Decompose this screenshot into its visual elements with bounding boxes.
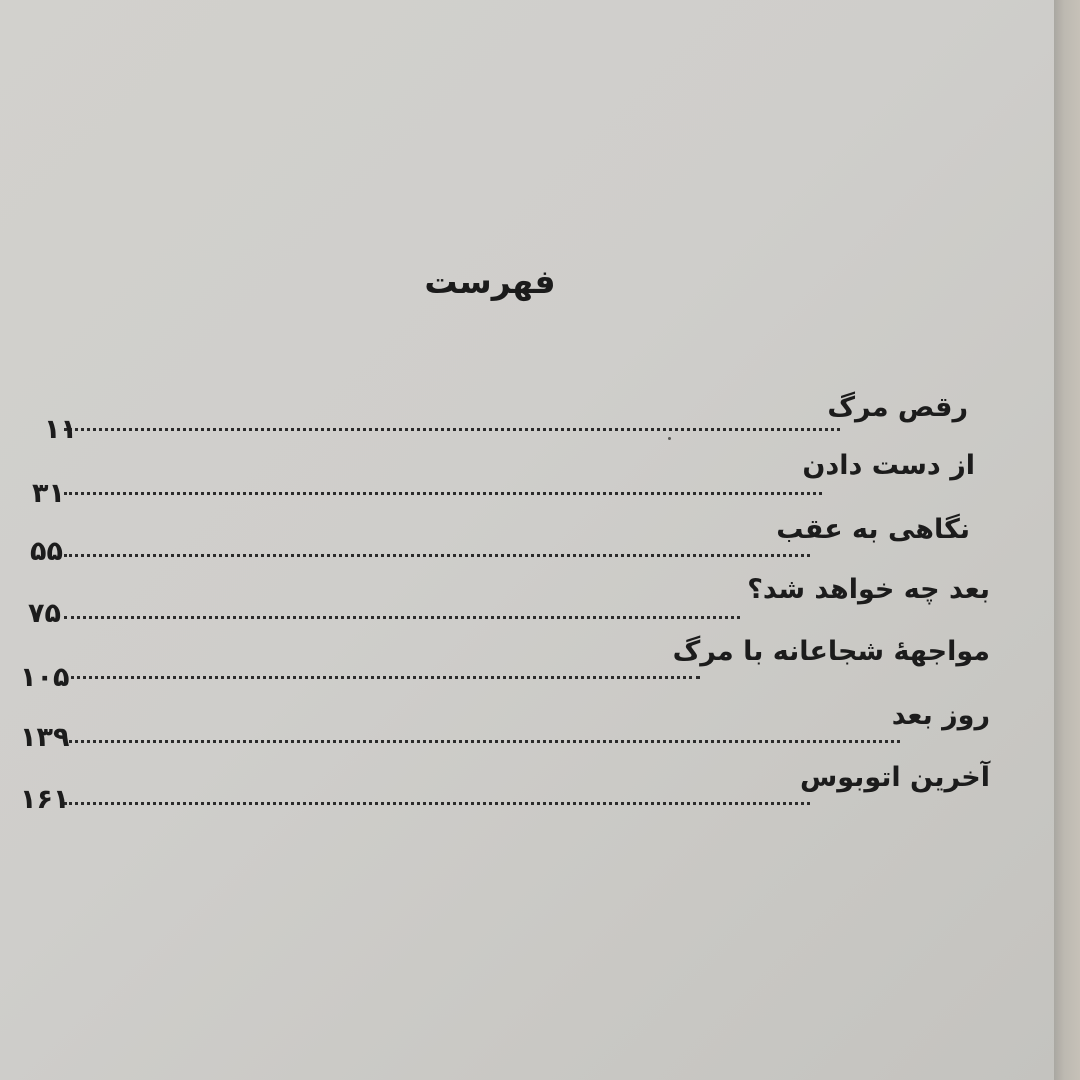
toc-entry-leader — [64, 740, 900, 743]
toc-entry-title: رقص مرگ — [827, 392, 968, 423]
toc-entry — [20, 574, 990, 634]
toc-entry-title: بعد چه خواهد شد؟ — [747, 574, 990, 605]
toc-entry-page: ۱۶۱ — [20, 784, 70, 815]
toc-title: فهرست — [424, 262, 556, 301]
toc-entry-page: ۱۱ — [44, 414, 77, 445]
toc-entry-page: ۱۳۹ — [20, 722, 70, 753]
toc-entry-title: نگاهی به عقب — [776, 514, 970, 545]
toc-entry — [20, 762, 990, 822]
toc-entry — [20, 700, 990, 760]
toc-entry-leader — [64, 554, 810, 557]
toc-entry-page: ۷۵ — [28, 598, 61, 629]
toc-entry-page: ۵۵ — [30, 536, 63, 567]
toc-entry-leader — [64, 802, 810, 805]
toc-entry-page: ۳۱ — [32, 478, 65, 509]
toc-entry-page: ۱۰۵ — [20, 662, 70, 693]
toc-entry — [20, 450, 990, 510]
toc-entry — [20, 392, 990, 452]
toc-entry-leader — [64, 428, 840, 431]
toc-entry-title: روز بعد — [891, 700, 990, 731]
toc-entry-title: مواجههٔ شجاعانه با مرگ — [672, 636, 990, 667]
toc-entry-title: آخرین اتوبوس — [800, 762, 990, 793]
toc-entry — [20, 636, 990, 696]
toc-entry-leader — [64, 676, 700, 679]
toc-entry-title: از دست دادن — [802, 450, 975, 481]
toc-entry-leader — [64, 492, 822, 495]
toc-entry — [20, 514, 990, 574]
page-edge — [1054, 0, 1080, 1080]
toc-entry-leader — [64, 616, 740, 619]
